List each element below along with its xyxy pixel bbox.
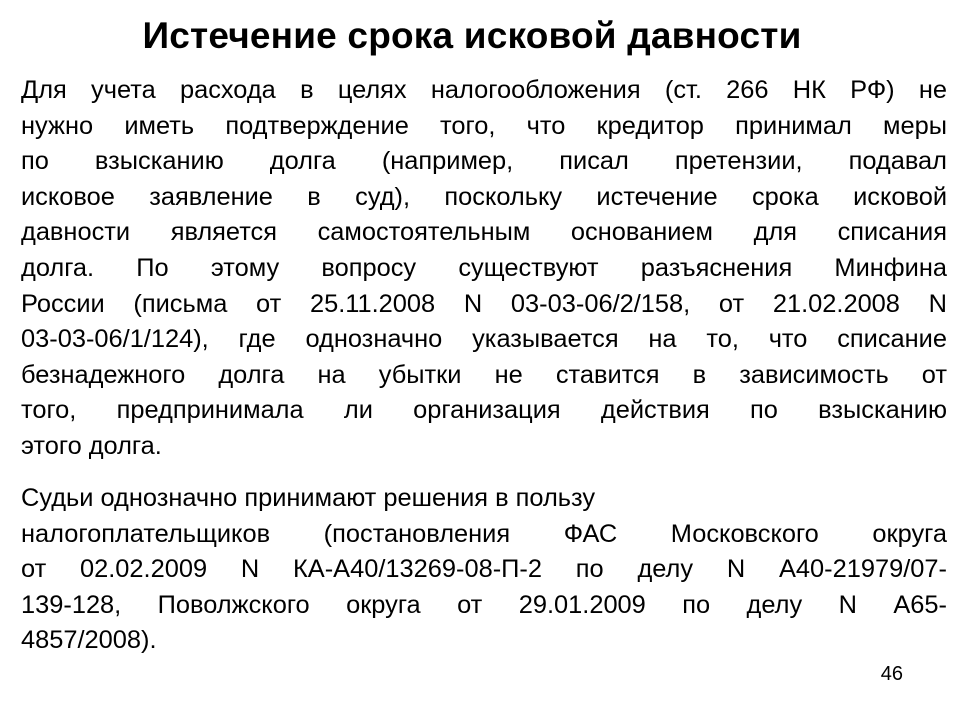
paragraph-2-line: 4857/2008). — [21, 626, 157, 655]
paragraph-2-line: 139-128, Поволжского округа от 29.01.2009 по делу N А65- — [21, 590, 947, 619]
paragraph-1-line: 03-03-06/1/124), где однозначно указывается на то, что списание — [21, 325, 947, 354]
paragraph-2-line: от 02.02.2009 N КА-А40/13269-08-П-2 по делу N А40-21979/07- — [21, 555, 947, 584]
paragraph-2-line: Судьи однозначно принимают решения в пользу — [21, 484, 596, 512]
paragraph-court-decisions — [21, 481, 947, 659]
paragraph-1-line: давности является самостоятельным основанием для списания — [21, 218, 947, 247]
slide-title: Истечение срока исковой давности — [142, 15, 802, 56]
paragraph-1-line: долга. По этому вопросу существуют разъяснения Минфина — [21, 253, 947, 282]
paragraph-2-line: налогоплательщиков (постановления ФАС Московского округа — [21, 519, 947, 548]
paragraph-1-line: того, предпринимала ли организация действия по взысканию — [21, 396, 947, 425]
paragraph-1-line: нужно иметь подтверждение того, что кредитор принимал меры — [21, 111, 947, 140]
paragraph-1-line: исковое заявление в суд), поскольку истечение срока исковой — [21, 182, 947, 211]
paragraph-statute-expiry — [21, 73, 947, 465]
paragraph-1-line: безнадежного долга на убытки не ставится в зависимость от — [21, 360, 947, 389]
paragraph-1-line: России (письма от 25.11.2008 N 03-03-06/2/158, от 21.02.2008 N — [21, 289, 947, 318]
page-number: 46 — [880, 663, 903, 685]
paragraph-1-line: Для учета расхода в целях налогообложения (ст. 266 НК РФ) не — [21, 76, 947, 104]
paragraph-1-line: этого долга. — [21, 431, 162, 460]
paragraph-1-line: по взысканию долга (например, писал претензии, подавал — [21, 147, 947, 176]
